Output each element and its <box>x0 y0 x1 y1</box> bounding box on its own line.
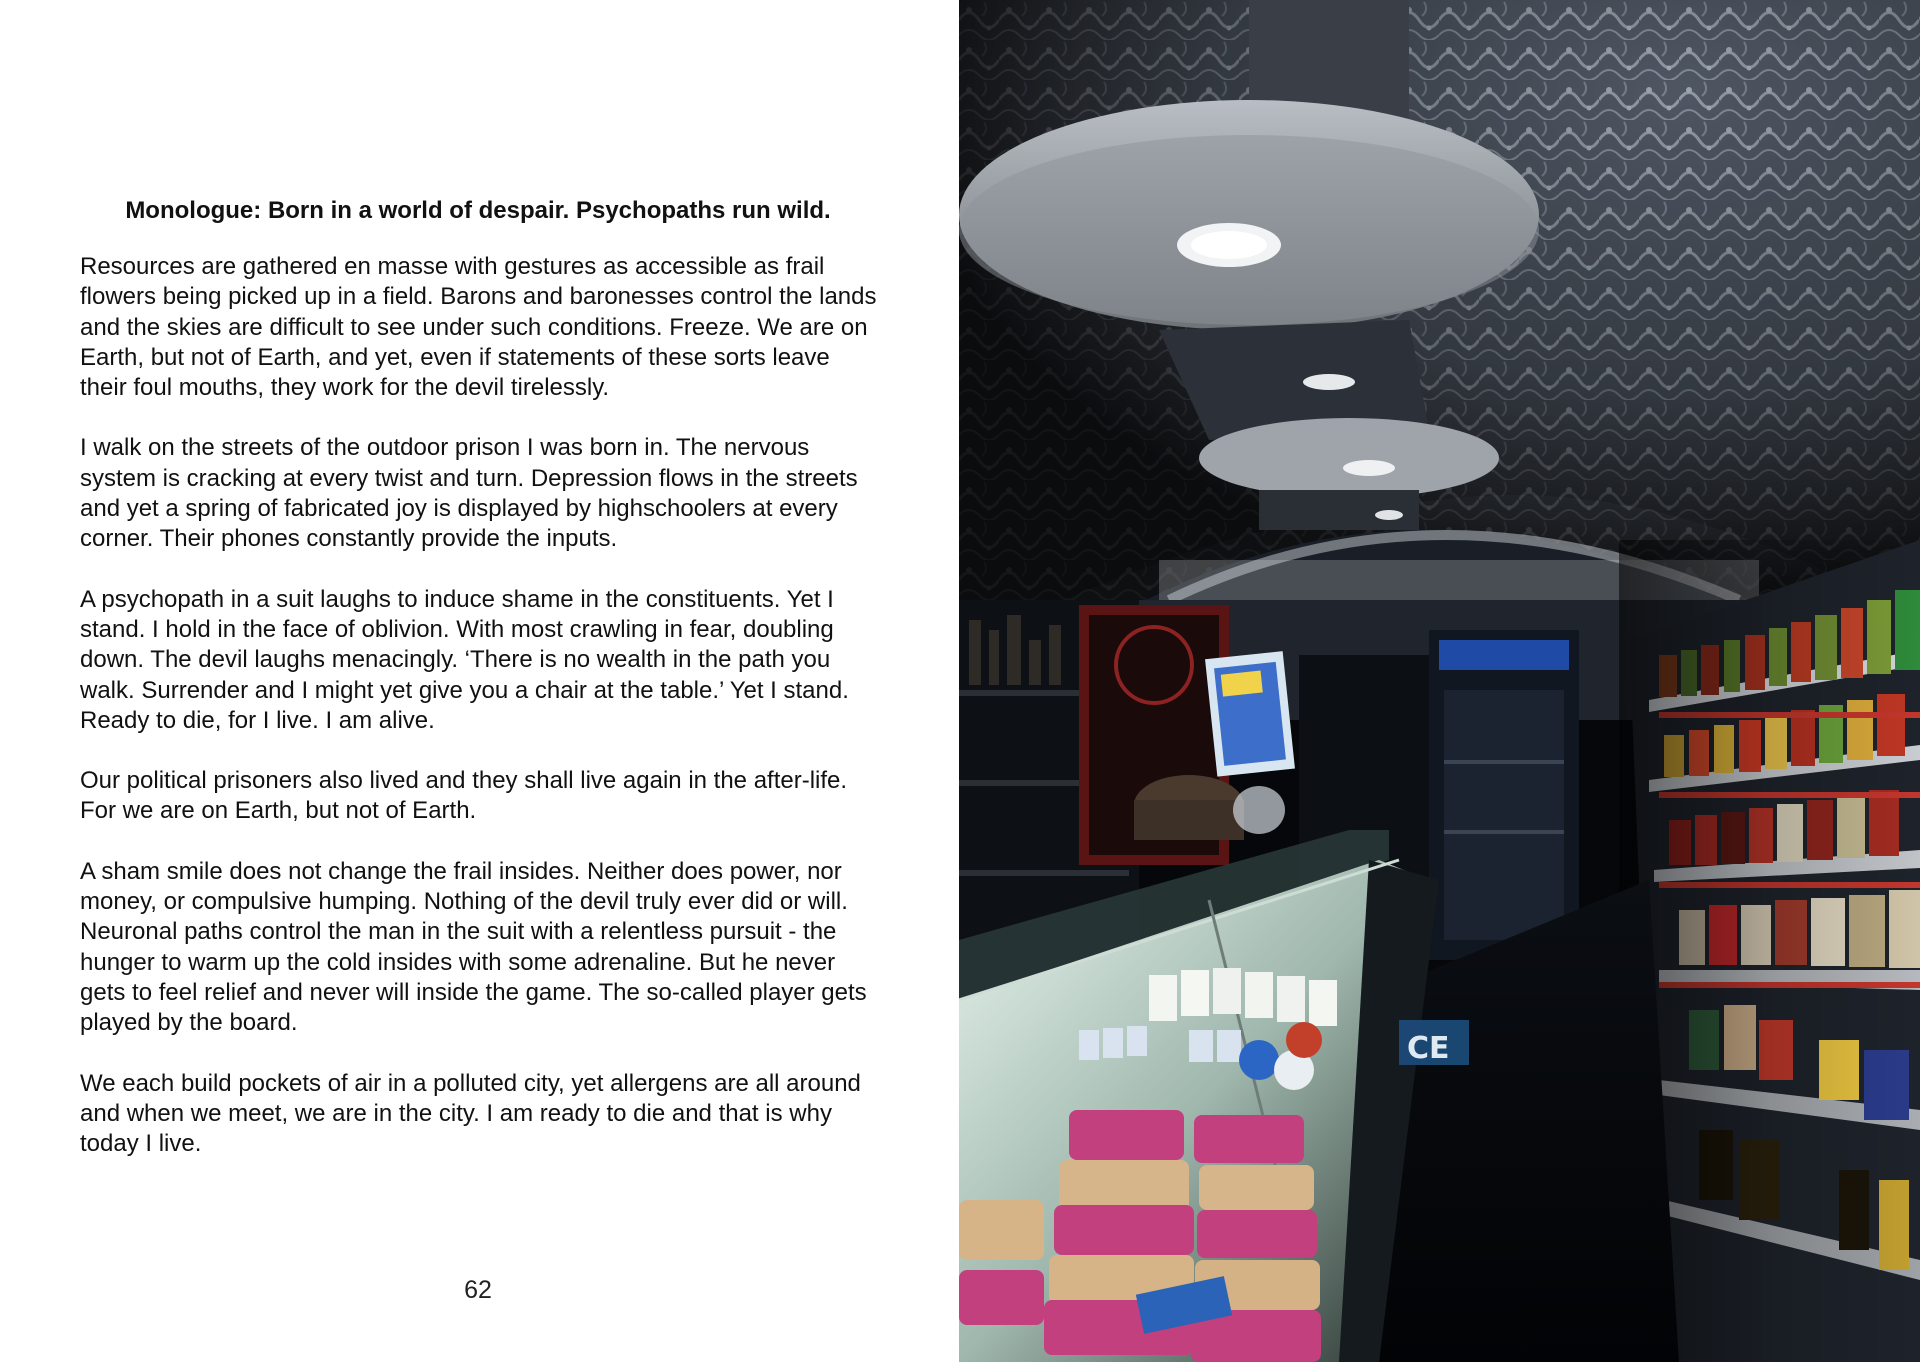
monologue-heading: Monologue: Born in a world of despair. Psychopaths run wild. <box>125 197 831 224</box>
paragraph-6: We each build pockets of air in a polluted city, yet allergens are all around and when we meet, we are in the city. I am ready to die and that is why today I live. <box>80 1069 861 1158</box>
photo-illustration <box>959 0 1920 1362</box>
paragraph-3: A psychopath in a suit laughs to induce shame in the constituents. Yet I stand. I hold in the face of oblivion. With most crawling in fear, doubling down. The devil laughs menacingly. ‘There is no wealth in the path you walk. Surrender and I might yet give you a chair at the table.’ Yet I stand. Ready to die, for I live. I am alive. <box>80 585 849 734</box>
paragraph-2: I walk on the streets of the outdoor prison I was born in. The nervous system is cracking at every twist and turn. Depression flows in the streets and yet a spring of fabricated joy is displayed by highschoolers at every corner. Their phones constantly provide the inputs. <box>80 434 858 553</box>
fridge-sign-text: CE <box>1407 1031 1450 1066</box>
text-page <box>0 0 959 1362</box>
grocery-store-photo <box>959 0 1920 1362</box>
paragraph-5: A sham smile does not change the frail insides. Neither does power, nor money, or compulsive humping. Nothing of the devil truly ever did or will. Neuronal paths control the man in the suit with a relentless pursuit - the hunger to warm up the cold insides with some adrenaline. But he never gets to feel relief and never will inside the game. The so-called player gets played by the board. <box>80 857 867 1037</box>
page-number: 62 <box>464 1276 492 1304</box>
paragraph-4: Our political prisoners also lived and they shall live again in the after-life. For we are on Earth, but not of Earth. <box>80 767 848 825</box>
text-column <box>80 196 880 1189</box>
paragraph-1: Resources are gathered en masse with gestures as accessible as frail flowers being picked up in a field. Barons and baronesses control the lands and the skies are difficult to see under such conditions. Freeze. We are on Earth, but not of Earth, and yet, even if statements of these sorts leave their foul mouths, they work for the devil tirelessly. <box>80 253 877 402</box>
